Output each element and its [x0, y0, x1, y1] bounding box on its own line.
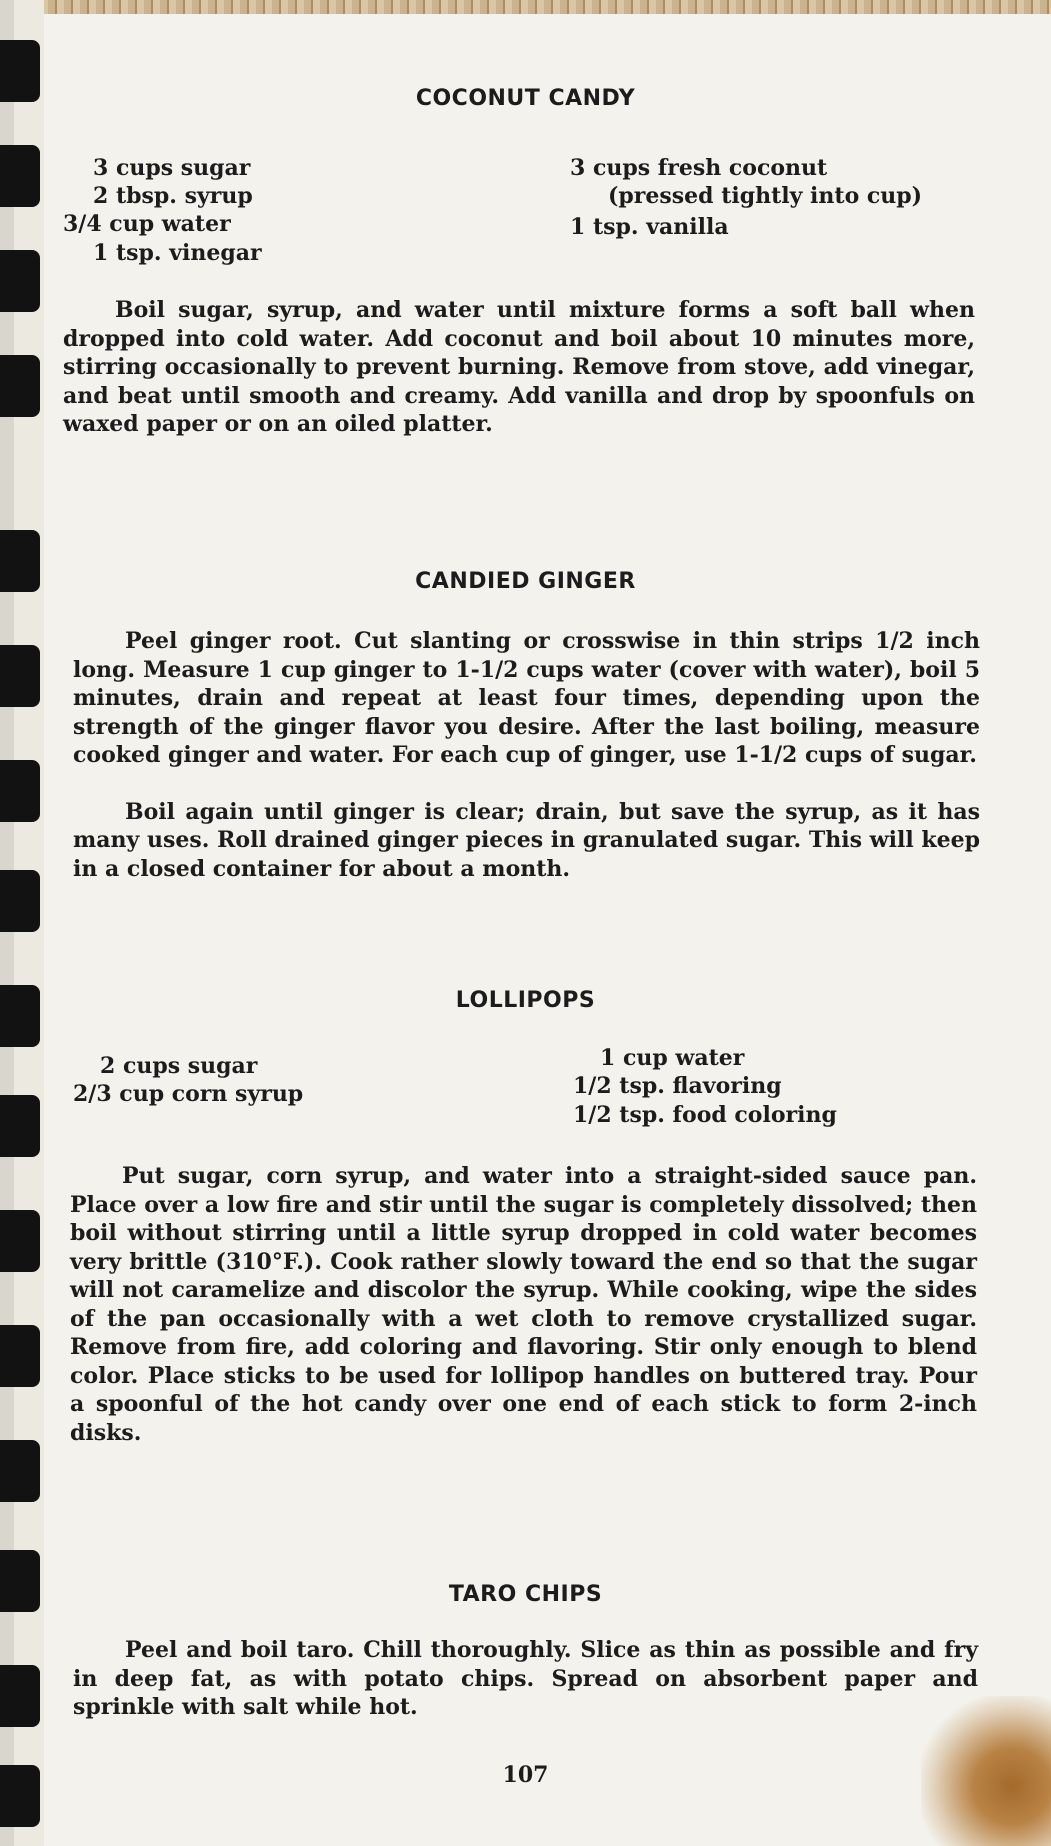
paper-stain [921, 1696, 1051, 1846]
ingredient: 2 cups sugar [100, 1053, 258, 1079]
ingredient: 1 tsp. vinegar [93, 240, 262, 266]
directions-paragraph: Boil sugar, syrup, and water until mixture forms a soft ball when dropped into cold water. Add coconut and boil about 10 minutes more, stirring occasionally to prevent burning. Remove from stove, add vinegar, and beat until smooth and creamy. Add vanilla and drop by spoonfuls on waxed paper or on an oiled platter. [63, 297, 975, 437]
binding-ring [0, 250, 40, 312]
binding-ring [0, 760, 40, 822]
spiral-binding [0, 0, 44, 1846]
ingredient: 1 tsp. vanilla [570, 214, 729, 240]
ingredient: (pressed tightly into cup) [608, 183, 923, 209]
ingredient: 1 cup water [600, 1045, 745, 1071]
binding-ring [0, 1095, 40, 1157]
directions-paragraph: Peel and boil taro. Chill thoroughly. Slice as thin as possible and fry in deep fat, as with potato chips. Spread on absorbent paper and sprinkle with salt while hot. [73, 1637, 978, 1720]
ingredient: 1/2 tsp. food coloring [573, 1102, 837, 1128]
taro-chips-title: TARO CHIPS [448, 1582, 603, 1607]
ingredient: 2/3 cup corn syrup [73, 1081, 304, 1107]
directions-paragraph: Put sugar, corn syrup, and water into a straight-sided sauce pan. Place over a low fire and stir until the sugar is completely dissolved; then boil without stirring until a little syrup dropped in cold water becomes very brittle (310°F.). Cook rather slowly toward the end so that the sugar will not caramelize and discolor the syrup. While cooking, wipe the sides of the pan occasionally with a wet cloth to remove crystallized sugar. Remove from fire, add coloring and flavoring. Stir only enough to blend color. Place sticks to be used for lollipop handles on buttered tray. Pour a spoonful of the hot candy over one end of each stick to form 2-inch disks. [70, 1163, 977, 1446]
binding-ring [0, 1210, 40, 1272]
ingredient: 3 cups fresh coconut [570, 155, 828, 181]
lollipops-title: LOLLIPOPS [455, 988, 596, 1013]
ingredient: 1/2 tsp. flavoring [573, 1073, 782, 1099]
page-number: 107 [502, 1762, 549, 1788]
binding-ring [0, 645, 40, 707]
binding-ring [0, 145, 40, 207]
lollipops-directions [70, 1162, 977, 1475]
candied-ginger-directions [73, 627, 980, 911]
binding-ring [0, 1665, 40, 1727]
ingredient: 3 cups sugar [93, 155, 251, 181]
binding-ring [0, 1325, 40, 1387]
coconut-candy-title: COCONUT CANDY [415, 86, 636, 111]
directions-paragraph: Boil again until ginger is clear; drain, but save the syrup, as it has many uses. Roll drained ginger pieces in granulated sugar. This will keep in a closed container for about a month. [73, 798, 980, 882]
binding-ring [0, 1440, 40, 1502]
ingredient: 3/4 cup water [63, 211, 231, 237]
directions-paragraph: Peel ginger root. Cut slanting or crosswise in thin strips 1/2 inch long. Measure 1 cup ginger to 1-1/2 cups water (cover with water), boil 5 minutes, drain and repeat at least four times, depending upon the strength of the ginger flavor you desire. After the last boiling, measure cooked ginger and water. For each cup of ginger, use 1-1/2 cups of sugar. [73, 628, 980, 768]
taro-chips-directions [73, 1636, 978, 1750]
coconut-candy-directions [63, 296, 975, 467]
binding-ring [0, 870, 40, 932]
candied-ginger-title: CANDIED GINGER [415, 569, 636, 594]
ingredient: 2 tbsp. syrup [93, 183, 253, 209]
binding-ring [0, 355, 40, 417]
page-top-edge [0, 0, 1051, 14]
